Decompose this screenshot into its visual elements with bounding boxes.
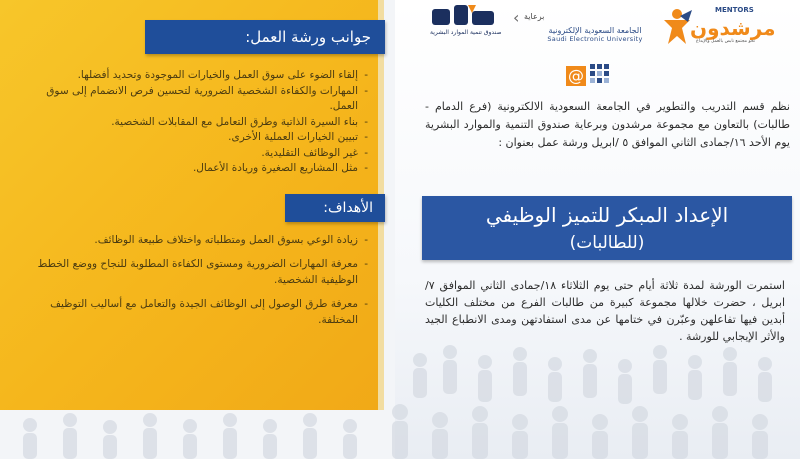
list-item: - بناء السيرة الذاتية وطرق التعامل مع المقابلات الشخصية. bbox=[18, 115, 368, 131]
seu-name-arabic: الجامعة السعودية الإلكترونية bbox=[548, 26, 642, 35]
seu-logo bbox=[540, 26, 650, 43]
list-item: - تبيين الخيارات العملية الأخرى. bbox=[18, 130, 368, 146]
body-paragraph: استمرت الورشة لمدة ثلاثة أيام حتى يوم الثلاثاء ١٨/جمادى الثاني الموافق ٧/ابريل ، حضرت خلالها مجموعة كبيرة من طالبات الفرع من مختلف الكليات أبدين فيها تفاعلهن وعبّرن في ختامها عن مدى استفادتهن ومدى الانطباع الجيد والأثر الإيجابي للورشة . bbox=[425, 279, 785, 343]
list-item: - غير الوظائف التقليدية. bbox=[18, 146, 368, 162]
at-sign-icon bbox=[566, 60, 616, 92]
hadaf-logo bbox=[428, 3, 508, 45]
list-item: - المهارات والكفاءة الشخصية الضرورية لتحسين فرص الانضمام إلى سوق العمل. bbox=[18, 84, 368, 115]
mentors-tagline: نحو مجتمع نابض بالعمل والإبداع bbox=[696, 39, 755, 44]
workshop-aspects-list bbox=[18, 68, 368, 177]
mentors-name-arabic: مرشدون bbox=[690, 16, 776, 40]
list-item: - إلقاء الضوء على سوق العمل والخيارات الموجودة وتحديد أفضلها. bbox=[18, 68, 368, 84]
list-item: - معرفة المهارات الضرورية ومستوى الكفاءة المطلوبة للنجاح ووضع الخطط الوظيفية الشخصية. bbox=[18, 256, 368, 288]
sponsor-label: برعاية bbox=[524, 12, 545, 21]
logo-separator-icon: ‹ bbox=[513, 8, 520, 27]
list-item: - معرفة طرق الوصول إلى الوظائف الجيدة والتعامل مع أساليب التوظيف المختلفة. bbox=[18, 296, 368, 328]
list-item: - مثل المشاريع الصغيرة وريادة الأعمال. bbox=[18, 161, 368, 177]
mentors-logo bbox=[660, 4, 776, 48]
mentors-name-english: MENTORS bbox=[715, 6, 754, 14]
intro-paragraph: نظم قسم التدريب والتطوير في الجامعة السعودية الالكترونية (فرع الدمام - طالبات) بالتعاون مع مجموعة مرشدون وبرعاية صندوق التنمية والموارد البشرية يوم الأحد ١٦/جمادى الثاني الموافق ٥ /ابريل ورشة عمل بعنوان : bbox=[425, 100, 790, 149]
goals-list bbox=[18, 232, 368, 336]
workshop-title: الإعداد المبكر للتميز الوظيفي bbox=[485, 203, 729, 227]
mentors-person-icon bbox=[660, 6, 694, 46]
hadaf-logo-text bbox=[628, 3, 630, 4]
seu-at-logo bbox=[566, 60, 616, 92]
hadaf-logo-icon bbox=[428, 3, 508, 45]
hadaf-logo-subtext: صندوق تنمية الموارد البشرية bbox=[430, 29, 502, 36]
seu-name-english: Saudi Electronic University bbox=[547, 35, 643, 43]
workshop-title-banner bbox=[422, 196, 792, 260]
workshop-title-subtitle: (للطالبات) bbox=[569, 233, 645, 253]
workshop-aspects-heading: جوانب ورشة العمل: bbox=[145, 20, 385, 54]
goals-heading: الأهداف: bbox=[285, 194, 385, 222]
list-item: - زيادة الوعي بسوق العمل ومتطلباته واختلاف طبيعة الوظائف. bbox=[18, 232, 368, 248]
svg-text:@: @ bbox=[568, 66, 584, 85]
